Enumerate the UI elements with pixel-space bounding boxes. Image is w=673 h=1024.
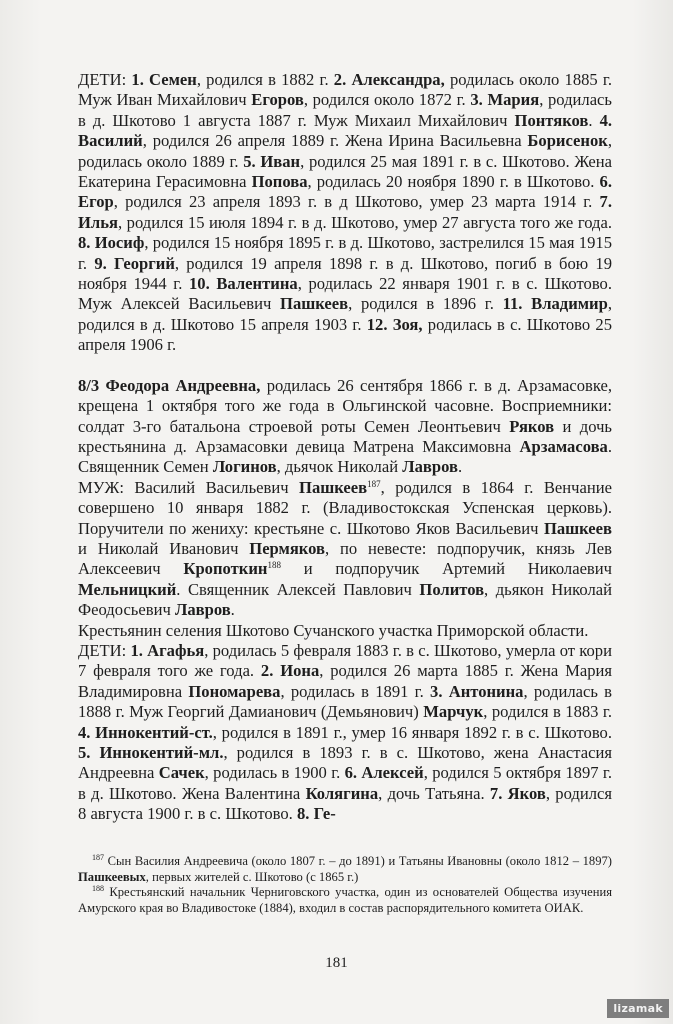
- bold-run: Кропоткин: [183, 559, 268, 579]
- footnote-ref: 187: [92, 853, 104, 862]
- text-run: , первых жителей с. Шкотово (с 1865 г.): [145, 869, 359, 884]
- text-run: , дьякон Николай Феодосьевич: [78, 579, 612, 620]
- bold-run: 6. Егор: [78, 172, 612, 212]
- bold-run: Пашкеев: [280, 294, 349, 314]
- bold-run: 2. Александра,: [333, 70, 445, 89]
- text-run: , родился 15 июля 1894 г. в д. Шкотово, умер 27 августа того же года.: [117, 212, 612, 232]
- text-run: , родился в 1864 г. Венчание совершено 10 января 1882 г. (Владивостокская Успенская церковь). Поручители по жениху: крестьяне с. Шкотово Яков Васильевич: [78, 477, 612, 538]
- text-run: , родилась в 1888 г. Муж Георгий Дамианович (Демьянович): [78, 681, 612, 722]
- text-run: . Священник Семен: [78, 436, 612, 477]
- footnote-188: [78, 885, 612, 916]
- text-run: , родился около 1872 г.: [303, 90, 471, 110]
- footnote-187: [78, 854, 612, 885]
- text-run: , родился 26 апреля 1889 г. Жена Ирина Васильевна: [142, 131, 528, 151]
- text-run: , родилась около 1889 г.: [78, 131, 612, 171]
- bold-run: 8. Иосиф: [78, 233, 145, 253]
- bold-run: Лавров: [402, 457, 458, 477]
- feodora-paragraph: [78, 376, 612, 478]
- bold-run: Марчук: [423, 702, 484, 722]
- text-run: , родилась 20 ноября 1890 г. в Шкотово.: [307, 172, 600, 192]
- text-run: , родилась 22 января 1901 г. в с. Шкотово. Муж Алексей Васильевич: [78, 274, 612, 314]
- text-run: , дьячок Николай: [276, 457, 403, 477]
- text-run: , родился 26 марта 1885 г. Жена Мария Владимировна: [78, 661, 613, 701]
- bold-run: Попова: [251, 172, 308, 192]
- text-run: родилась в с. Шкотово 25 апреля 1906 г.: [78, 314, 612, 355]
- text-run: , родился в 1893 г. в с. Шкотово, жена Анастасия Андреевна: [78, 743, 612, 783]
- text-run: .: [230, 600, 235, 620]
- text-run: и подпоручик Артемий Николаевич: [280, 559, 612, 579]
- bold-run: 2. Иона: [260, 661, 320, 681]
- bold-run: Колягина: [305, 783, 379, 803]
- text-run: . Священник Алексей Павлович: [176, 579, 420, 599]
- bold-run: Пашкеев: [299, 477, 368, 497]
- text-run: , родился 23 апреля 1893 г. в д Шкотово, умер 23 марта 1914 г.: [113, 192, 600, 212]
- bold-run: Пономарева: [188, 681, 281, 701]
- text-run: родилась 26 сентября 1866 г. в д. Арзамасовке, крещена 1 октября того же года в Ольгинской часовне. Восприемники: солдат 3-го батальона строевой роты Семен Леонтьевич: [78, 375, 612, 436]
- bold-run: Пашкеевых: [78, 869, 146, 884]
- text-run: Крестьянин селения Шкотово Сучанского участка Приморской области.: [78, 620, 589, 640]
- text-run: МУЖ: Василий Васильевич: [78, 477, 300, 497]
- text-run: Крестьянский начальник Черниговского участка, один из основателей Общества изучения Амурского края во Владивостоке (1884), входил в состав распорядительного комитета ОИАК.: [78, 885, 612, 915]
- text-run: , родился в 1891 г., умер 16 января 1892 г. в с. Шкотово.: [212, 722, 612, 742]
- text-run: ДЕТИ:: [78, 70, 132, 89]
- bold-run: 4. Василий: [78, 110, 613, 151]
- bold-run: 8. Ге-: [296, 804, 336, 824]
- text-run: , родился 15 ноября 1895 г. в д. Шкотово, застрелился 15 мая 1915 г.: [78, 233, 612, 273]
- bold-run: Политов: [419, 579, 485, 599]
- text-run: , родился 19 апреля 1898 г. в д. Шкотово, погиб в бою 19 ноября 1944 г.: [78, 253, 613, 294]
- text-run: , родился 8 августа 1900 г. в с. Шкотово.: [78, 783, 612, 824]
- bold-run: 3. Антонина: [430, 681, 524, 701]
- bold-run: 7. Илья: [78, 192, 612, 232]
- text-run: .: [588, 110, 600, 130]
- bold-run: 6. Алексей: [344, 763, 424, 783]
- text-run: , родилась 5 февраля 1883 г. в с. Шкотово, умерла от кори 7 февраля того же года.: [78, 640, 612, 681]
- text-run: , по невесте: подпоручик, князь Лев Алексеевич: [78, 538, 613, 579]
- text-run: .: [457, 457, 463, 477]
- text-run: родилась около 1885 г. Муж Иван Михайлович: [78, 70, 612, 110]
- bold-run: Пашкеев: [543, 518, 612, 538]
- text-run: , родился 25 мая 1891 г. в с. Шкотово. Жена Екатерина Герасимовна: [78, 151, 613, 192]
- bold-run: 9. Георгий: [94, 253, 175, 273]
- bold-run: Борисенок: [527, 131, 608, 151]
- husband-paragraph: [78, 478, 612, 621]
- text-run: , родилась в д. Шкотово 1 августа 1887 г. Муж Михаил Михайлович: [78, 90, 612, 130]
- bold-run: Ряков: [509, 416, 555, 436]
- watermark-badge: lizamak: [607, 999, 669, 1018]
- text-run: и Николай Иванович: [78, 538, 250, 558]
- footnotes: [78, 854, 612, 916]
- text-run: ДЕТИ:: [78, 640, 131, 660]
- bold-run: 4. Иннокентий-ст.: [78, 722, 213, 742]
- bold-run: 5. Иннокентий-мл.: [78, 743, 224, 762]
- page-number: 181: [325, 955, 348, 971]
- bold-run: Логинов: [212, 457, 277, 477]
- bold-run: 1. Семен: [131, 70, 197, 89]
- text-run: , дочь Татьяна.: [378, 783, 490, 803]
- bold-run: Егоров: [251, 90, 304, 110]
- bold-run: 12. Зоя,: [366, 314, 423, 334]
- bold-run: Пермяков: [249, 538, 325, 558]
- text-run: , родился в д. Шкотово 15 апреля 1903 г.: [78, 294, 613, 334]
- text-run: и дочь крестьянина д. Арзамасовки девица Матрена Максимовна: [78, 416, 612, 456]
- main-text: [78, 70, 612, 825]
- bold-run: Сачек: [158, 763, 205, 783]
- bold-run: 7. Яков: [489, 783, 546, 803]
- text-run: , родилась в 1891 г.: [280, 681, 431, 701]
- children-paragraph-2: [78, 641, 612, 825]
- text-run: , родился в 1883 г.: [483, 702, 612, 722]
- bold-run: 5. Иван: [243, 151, 301, 171]
- footnote-ref: 187: [367, 478, 381, 489]
- bold-run: 1. Агафья: [130, 640, 205, 660]
- text-run: , родился в 1882 г.: [196, 70, 334, 89]
- children-paragraph-1: [78, 70, 612, 356]
- bold-run: 3. Мария: [470, 90, 540, 110]
- text-run: , родился 5 октября 1897 г. в д. Шкотово. Жена Валентина: [78, 763, 612, 803]
- footnote-ref: 188: [92, 884, 104, 894]
- bold-run: Арзамасова: [519, 436, 608, 456]
- bold-run: 10. Валентина: [189, 274, 298, 294]
- bold-run: 11. Владимир: [502, 294, 608, 314]
- bold-run: Лавров: [174, 600, 231, 620]
- text-run: Сын Василия Андреевича (около 1807 г. – до 1891) и Татьяны Ивановны (около 1812 – 1897): [104, 854, 612, 868]
- bold-run: Понтяков: [514, 110, 589, 130]
- bold-run: Мельницкий: [78, 579, 177, 599]
- text-run: , родился в 1896 г.: [348, 294, 503, 314]
- bold-run: 8/3 Феодора Андреевна,: [78, 375, 261, 395]
- peasant-paragraph: [78, 621, 612, 641]
- text-run: , родилась в 1900 г.: [204, 763, 345, 783]
- footnote-ref: 188: [267, 560, 281, 571]
